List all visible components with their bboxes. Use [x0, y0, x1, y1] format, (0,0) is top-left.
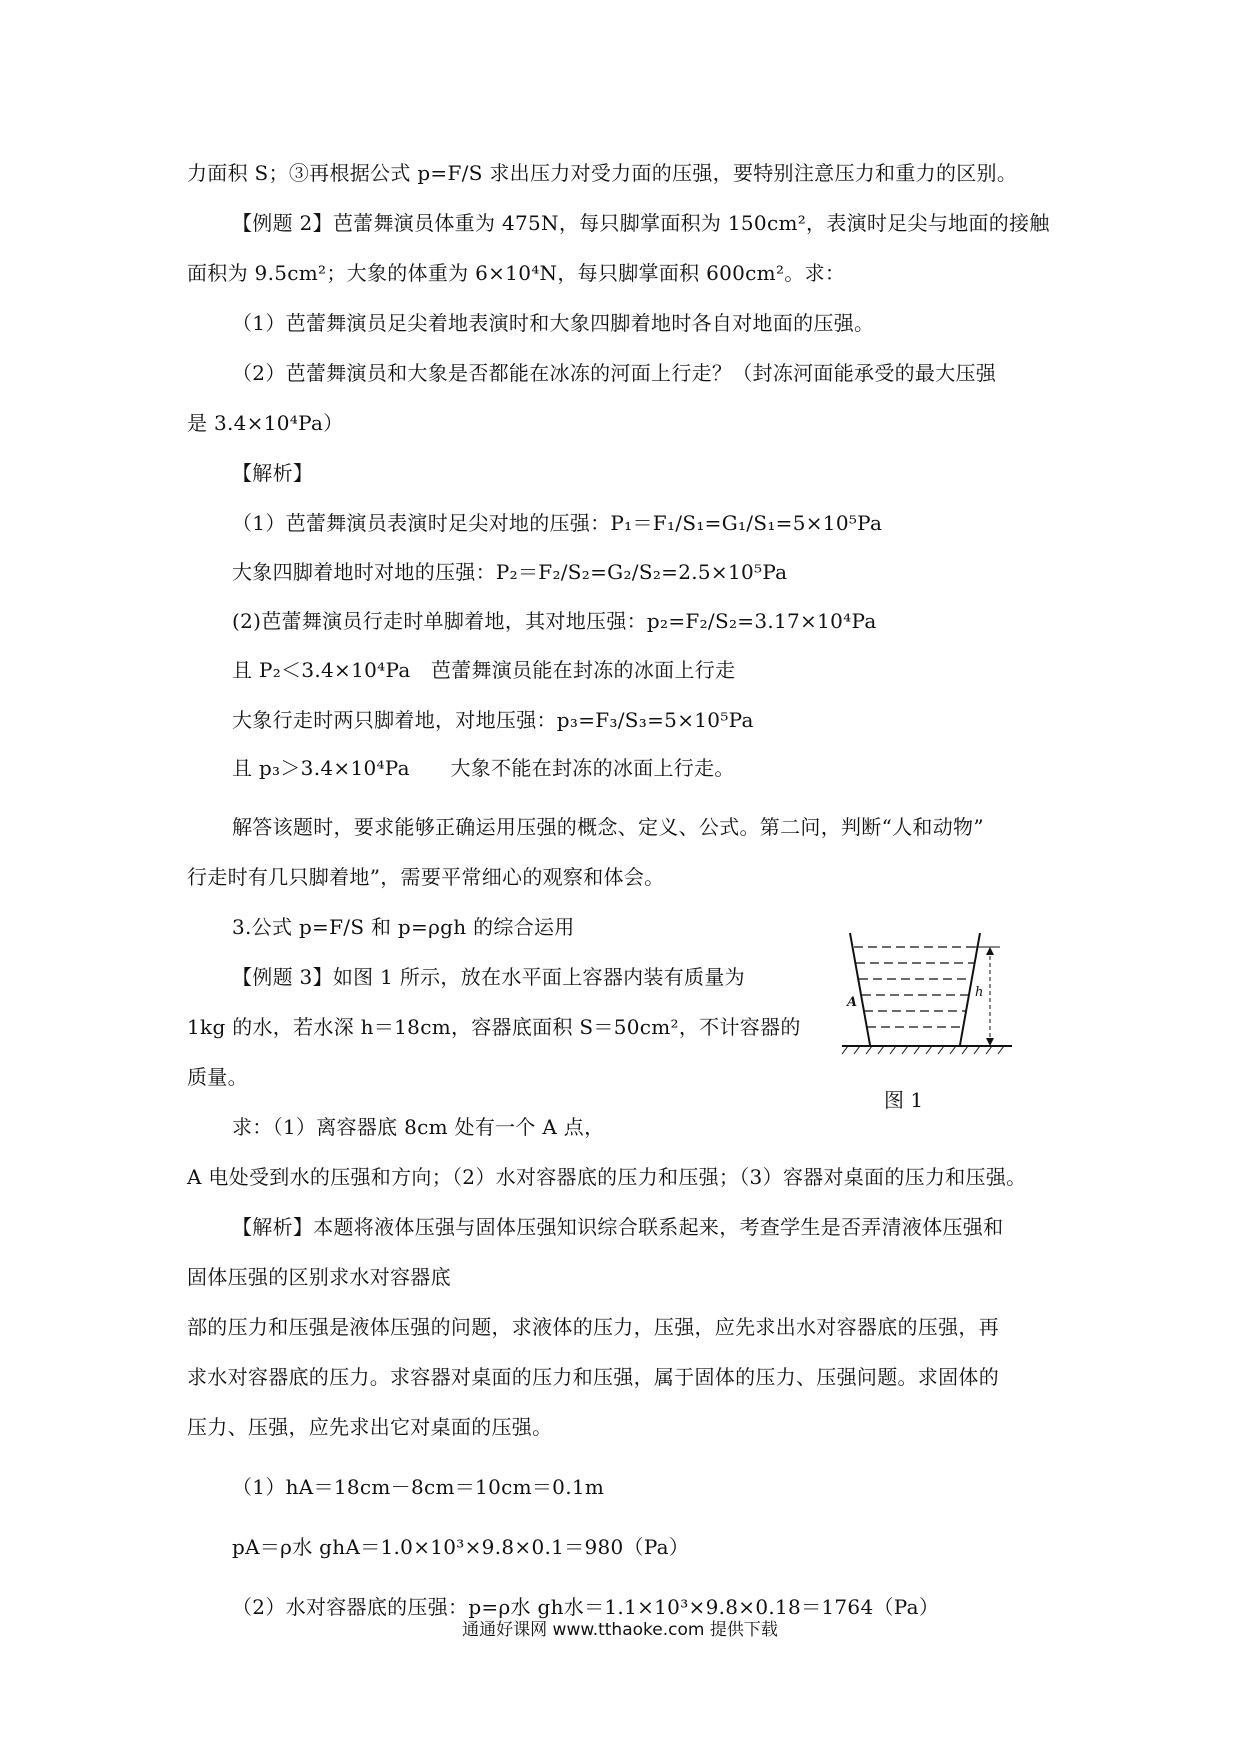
- text-line: 行走时有几只脚着地”，需要平常细心的观察和体会。: [187, 865, 665, 889]
- text-line: 面积为 9.5cm²；大象的体重为 6×10⁴N，每只脚掌面积 600cm²。求：: [187, 261, 846, 285]
- text-line: 【解析】: [232, 461, 314, 485]
- text-line: 【例题 3】如图 1 所示，放在水平面上容器内装有质量为: [232, 965, 745, 989]
- text-line: 质量。: [187, 1065, 248, 1089]
- container-figure: [840, 925, 1015, 1065]
- section-heading: 3.公式 p=F/S 和 p=ρgh 的综合运用: [232, 915, 575, 939]
- text-line: 力面积 S；③再根据公式 p=F/S 求出压力对受力面的压强，要特别注意压力和重力的区别。: [187, 161, 1018, 185]
- text-line: (2)芭蕾舞演员行走时单脚着地，其对地压强：p₂=F₂/S₂=3.17×10⁴Pa: [232, 609, 877, 633]
- text-line: 且 P₂＜3.4×10⁴Pa 芭蕾舞演员能在封冻的冰面上行走: [232, 658, 736, 682]
- height-label: h: [975, 985, 984, 1000]
- page-footer: 通通好课网 www.tthaoke.com 提供下载: [462, 1620, 778, 1640]
- equation-line: pA＝ρ水 ghA＝1.0×10³×9.8×0.1＝980（Pa）: [232, 1535, 690, 1559]
- text-line: 固体压强的区别求水对容器底: [187, 1265, 451, 1289]
- text-line: A 电处受到水的压强和方向；（2）水对容器底的压力和压强；（3）容器对桌面的压力和压强。: [187, 1165, 1027, 1189]
- text-line: 大象四脚着地时对地的压强：P₂＝F₂/S₂=G₂/S₂=2.5×10⁵Pa: [232, 560, 788, 584]
- text-line: 压力、压强，应先求出它对桌面的压强。: [187, 1415, 553, 1439]
- text-line: 且 p₃＞3.4×10⁴Pa 大象不能在封冻的冰面上行走。: [232, 756, 735, 780]
- equation-line: （1）hA＝18cm－8cm＝10cm＝0.1m: [232, 1475, 605, 1499]
- text-line: 【例题 2】芭蕾舞演员体重为 475N，每只脚掌面积为 150cm²，表演时足尖与地面的接触: [232, 211, 1050, 235]
- text-line: 求水对容器底的压力。求容器对桌面的压力和压强，属于固体的压力、压强问题。求固体的: [187, 1365, 999, 1389]
- equation-line: （2）水对容器底的压强：p=ρ水 gh水＝1.1×10³×9.8×0.18＝1764（Pa）: [232, 1595, 940, 1619]
- container-diagram: [840, 925, 1015, 1065]
- text-line: （1）芭蕾舞演员表演时足尖对地的压强：P₁＝F₁/S₁=G₁/S₁=5×10⁵Pa: [232, 511, 883, 535]
- point-a-label: A: [847, 995, 858, 1010]
- text-line: 求：（1）离容器底 8cm 处有一个 A 点，: [232, 1115, 605, 1139]
- text-line: （2）芭蕾舞演员和大象是否都能在冰冻的河面上行走？（封冻河面能承受的最大压强: [232, 361, 997, 385]
- text-line: 部的压力和压强是液体压强的问题，求液体的压力，压强，应先求出水对容器底的压强，再: [187, 1315, 999, 1339]
- text-line: 1kg 的水，若水深 h＝18cm，容器底面积 S＝50cm²，不计容器的: [187, 1015, 801, 1039]
- figure-caption: 图 1: [884, 1088, 924, 1112]
- text-line: 【解析】本题将液体压强与固体压强知识综合联系起来，考查学生是否弄清液体压强和: [232, 1215, 1004, 1239]
- text-line: 是 3.4×10⁴Pa）: [187, 411, 344, 435]
- text-line: 大象行走时两只脚着地，对地压强：p₃=F₃/S₃=5×10⁵Pa: [232, 708, 754, 732]
- text-line: 解答该题时，要求能够正确运用压强的概念、定义、公式。第二问，判断“人和动物”: [232, 815, 984, 839]
- text-line: （1）芭蕾舞演员足尖着地表演时和大象四脚着地时各自对地面的压强。: [232, 311, 875, 335]
